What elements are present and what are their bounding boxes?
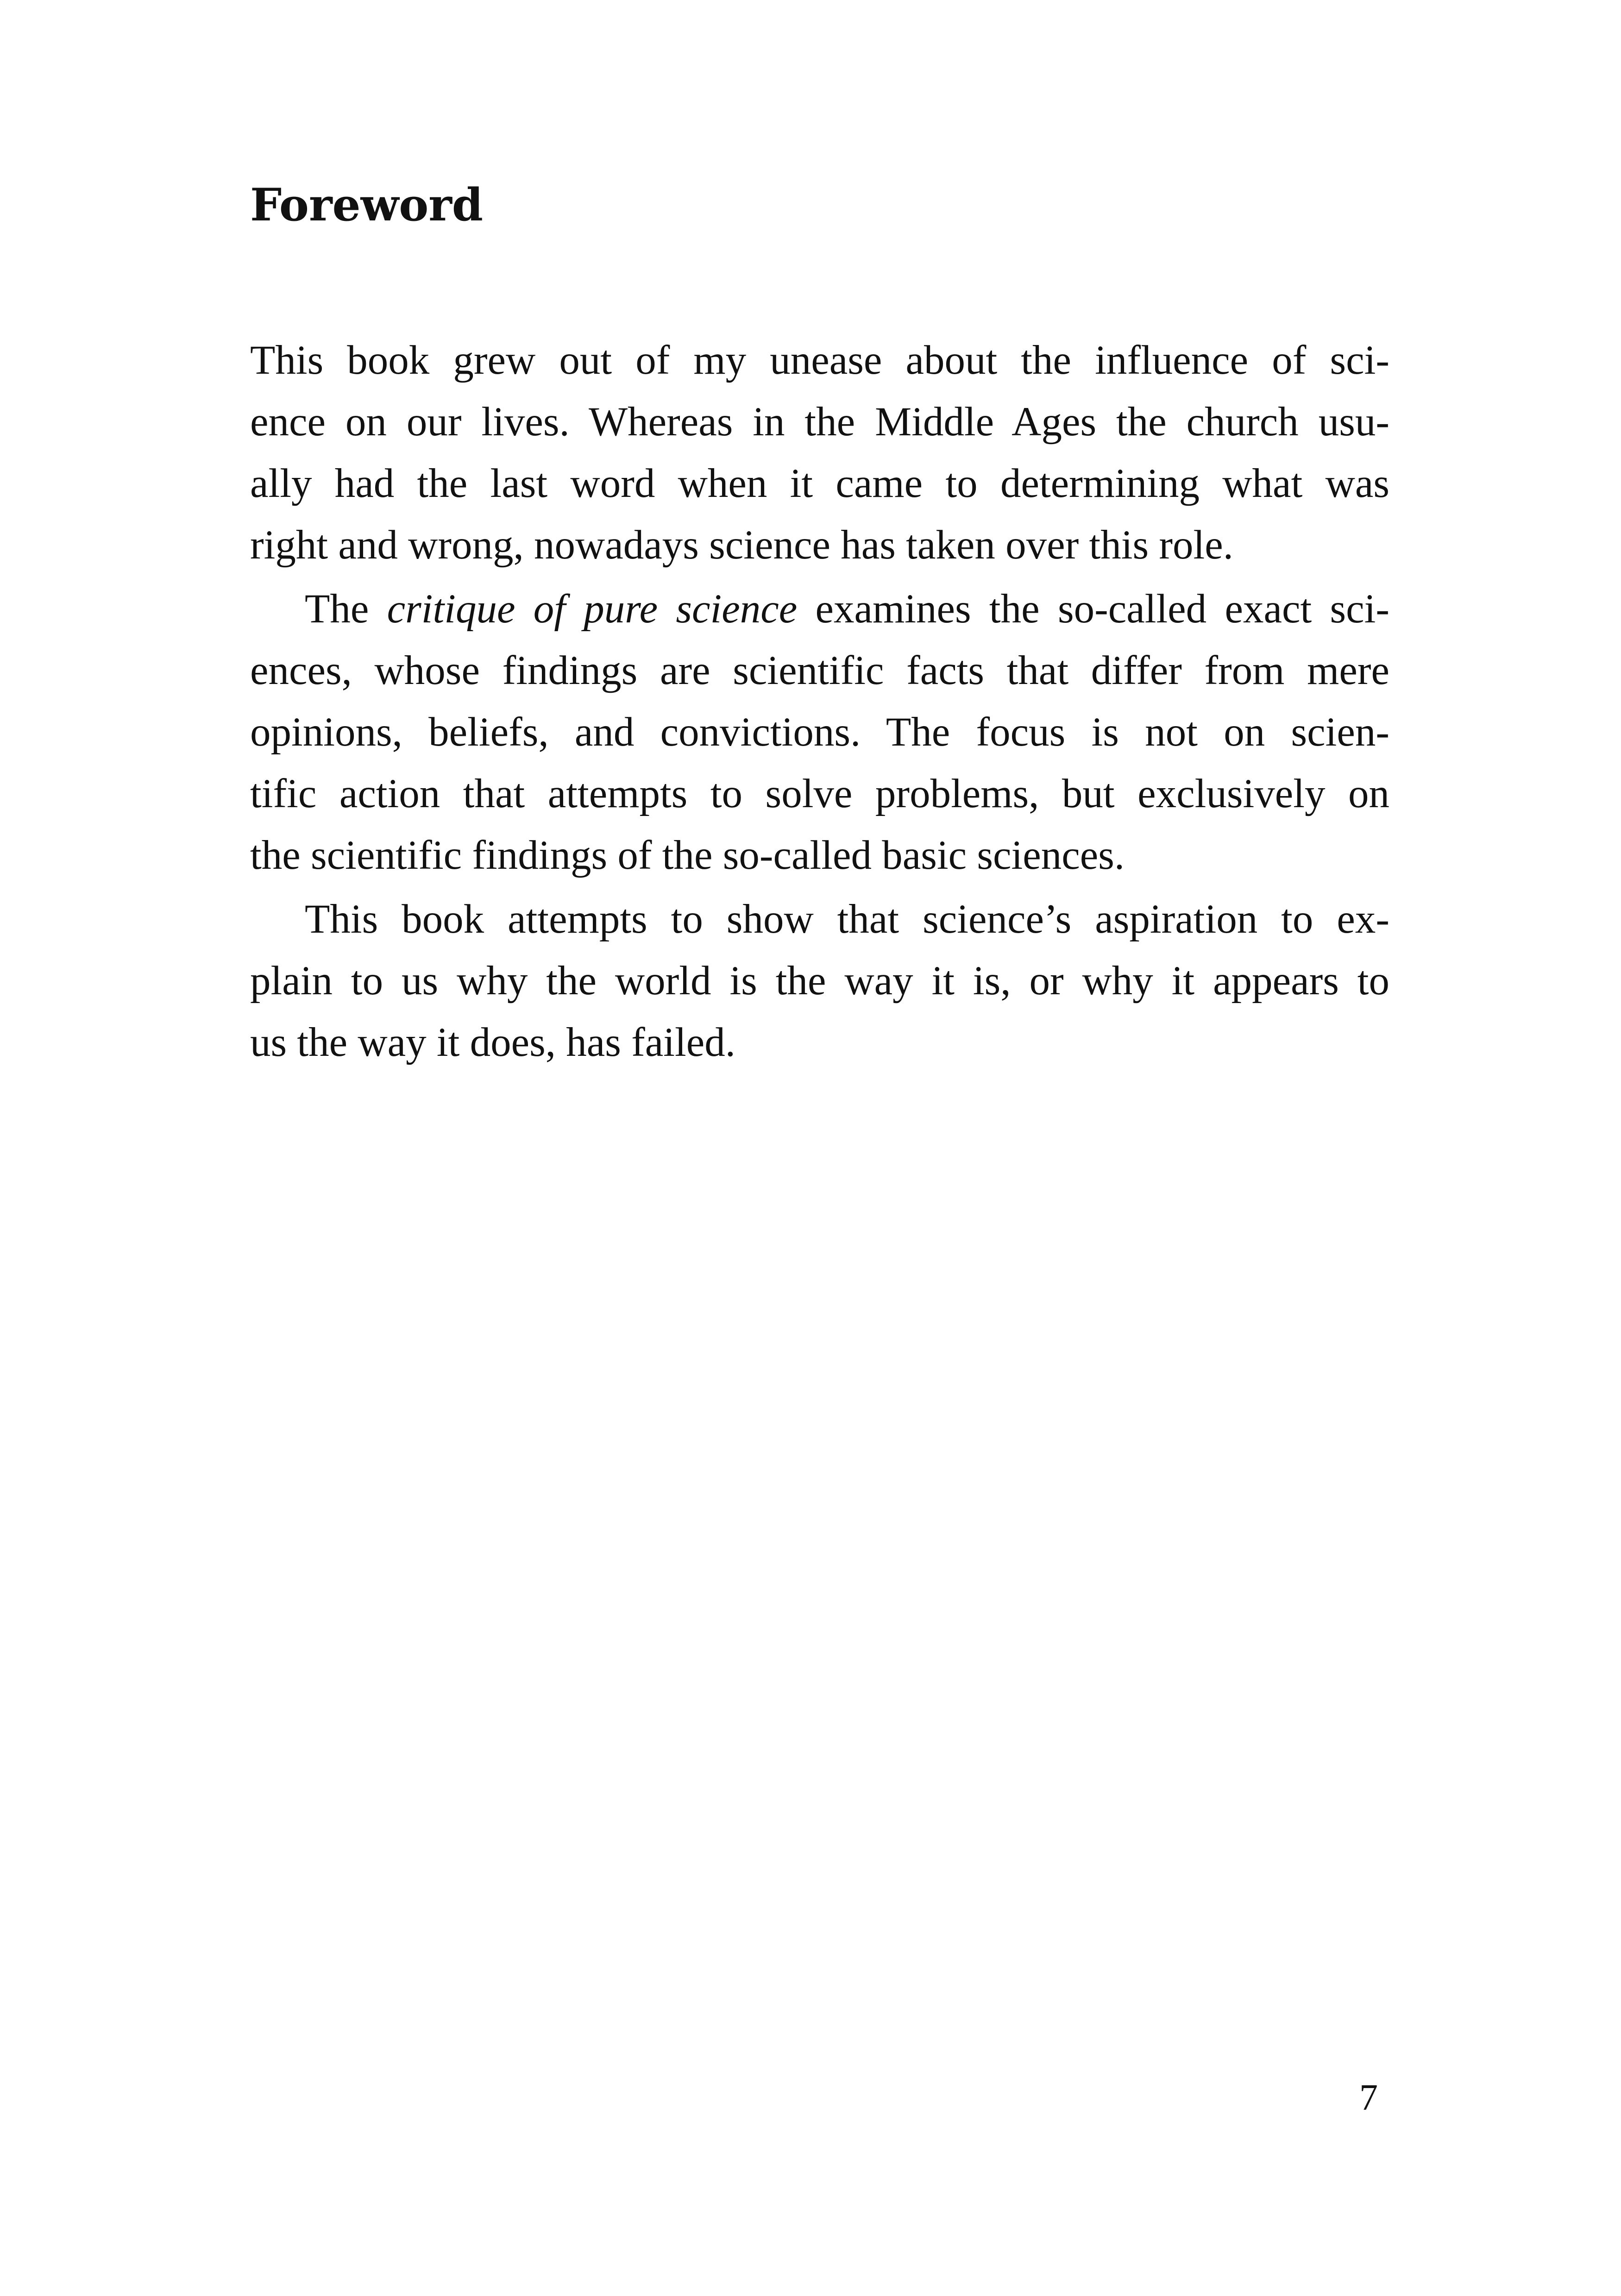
page-number: 7 <box>1359 2077 1378 2118</box>
text-span: The <box>305 586 387 632</box>
text-line: us the way it does, has failed. <box>250 1020 735 1065</box>
text-line: This book attempts to show that science’s aspiration to ex- <box>305 897 1389 942</box>
italic-title: critique of pure science <box>387 586 798 632</box>
chapter-heading: Foreword <box>250 179 483 231</box>
text-line: right and wrong, nowadays science has taken over this role. <box>250 522 1234 568</box>
text-line: ally had the last word when it came to determining what was <box>250 461 1389 506</box>
paragraph-3 <box>250 889 1389 1073</box>
text-line: the scientific findings of the so-called basic sciences. <box>250 833 1125 878</box>
text-line: plain to us why the world is the way it is, or why it appears to <box>250 958 1389 1004</box>
text-line: ence on our lives. Whereas in the Middle Ages the church usu- <box>250 399 1389 445</box>
text-line: ences, whose findings are scientific facts that differ from mere <box>250 648 1389 693</box>
paragraph-1 <box>250 330 1389 576</box>
text-span: examines the so-called exact sci- <box>797 586 1389 632</box>
text-line: tific action that attempts to solve problems, but exclusively on <box>250 771 1389 816</box>
text-line <box>250 578 1389 640</box>
text-line: opinions, beliefs, and convictions. The focus is not on scien- <box>250 709 1389 755</box>
body-text <box>250 330 1389 1073</box>
paragraph-2 <box>250 578 1389 886</box>
text-line: This book grew out of my unease about the influence of sci- <box>250 338 1389 383</box>
